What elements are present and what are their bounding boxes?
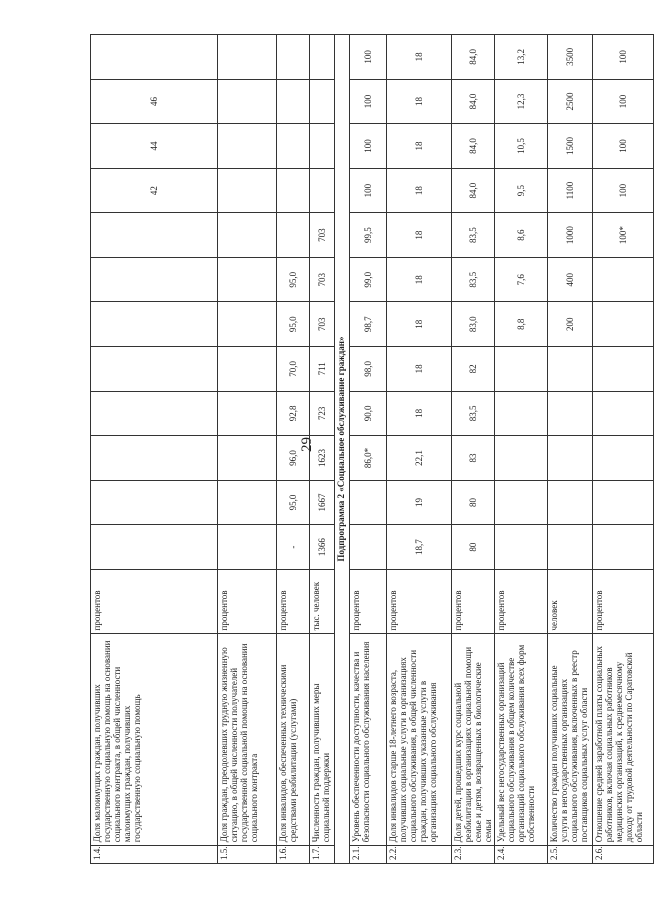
indicator-name: Доля детей, прошедших курс социальной реабилитации в организациях социальной помощи семье и детям, возвращенных в биологические семьи <box>452 634 495 846</box>
value-cell: 8,8 <box>495 302 548 347</box>
value-cell: 18 <box>387 257 452 302</box>
value-cell: 18 <box>387 124 452 169</box>
indicator-name: Доля малоимущих граждан, получивших государственную социальную помощь на основании социального контракта, в общей численности малоимущих граждан, получивших государственную социальную помощь <box>91 634 218 846</box>
row-number: 1.4. <box>91 846 218 864</box>
value-cell: 84,0 <box>452 35 495 80</box>
unit-cell: процентов <box>387 569 452 634</box>
unit-cell: процентов <box>218 569 277 634</box>
value-cell <box>218 525 277 570</box>
value-cell: 44 <box>91 124 218 169</box>
value-cell: 95,0 <box>277 480 310 525</box>
value-cell <box>218 257 277 302</box>
value-cell <box>91 302 218 347</box>
unit-cell: процентов <box>593 569 654 634</box>
value-cell <box>495 347 548 392</box>
value-cell <box>91 391 218 436</box>
value-cell: 86,0* <box>350 436 387 481</box>
value-cell: 98,7 <box>350 302 387 347</box>
value-cell: 7,6 <box>495 257 548 302</box>
value-cell: 22,1 <box>387 436 452 481</box>
value-cell: 98,0 <box>350 347 387 392</box>
row-number: 1.7. <box>310 846 335 864</box>
value-cell <box>218 480 277 525</box>
value-cell: 84,0 <box>452 168 495 213</box>
value-cell <box>593 480 654 525</box>
value-cell <box>91 480 218 525</box>
value-cell <box>495 480 548 525</box>
value-cell: 13,2 <box>495 35 548 80</box>
row-number: 2.5. <box>548 846 593 864</box>
value-cell: 18 <box>387 35 452 80</box>
value-cell: 703 <box>310 213 335 258</box>
value-cell <box>91 436 218 481</box>
subprogram-title: Подпрограмма 2 «Социальное обслуживание граждан» <box>335 35 350 864</box>
value-cell: 100 <box>350 168 387 213</box>
value-cell: 1100 <box>548 168 593 213</box>
indicator-name: Доля инвалидов, обеспеченных техническими средствами реабилитации (услугами) <box>277 634 310 846</box>
value-cell: 18 <box>387 347 452 392</box>
indicators-table <box>90 34 654 864</box>
value-cell: 46 <box>91 79 218 124</box>
value-cell: 1500 <box>548 124 593 169</box>
value-cell <box>277 79 310 124</box>
value-cell <box>548 436 593 481</box>
row-number: 2.2. <box>387 846 452 864</box>
value-cell <box>548 391 593 436</box>
value-cell: 90,0 <box>350 391 387 436</box>
value-cell <box>548 347 593 392</box>
value-cell <box>310 79 335 124</box>
value-cell: 82 <box>452 347 495 392</box>
value-cell: 95,0 <box>277 257 310 302</box>
value-cell: 9,5 <box>495 168 548 213</box>
value-cell: 96,0 <box>277 436 310 481</box>
value-cell: 84,0 <box>452 124 495 169</box>
value-cell <box>548 525 593 570</box>
value-cell: 200 <box>548 302 593 347</box>
value-cell: 99,0 <box>350 257 387 302</box>
unit-cell: процентов <box>350 569 387 634</box>
value-cell <box>593 257 654 302</box>
value-cell <box>310 35 335 80</box>
value-cell <box>277 35 310 80</box>
value-cell <box>593 391 654 436</box>
value-cell: 100 <box>350 124 387 169</box>
value-cell: 80 <box>452 480 495 525</box>
value-cell: 18 <box>387 302 452 347</box>
value-cell <box>495 436 548 481</box>
value-cell: 83,0 <box>452 302 495 347</box>
value-cell <box>495 391 548 436</box>
value-cell: 100 <box>350 79 387 124</box>
value-cell <box>91 35 218 80</box>
row-number: 2.4. <box>495 846 548 864</box>
value-cell: 99,5 <box>350 213 387 258</box>
unit-cell: тыс. человек <box>310 569 335 634</box>
unit-cell: процентов <box>91 569 218 634</box>
indicator-name: Доля инвалидов старше 18-летнего возраста, получивших социальные услуги в организациях социального обслуживания, в общей численности граждан, получивших указанные услуги в организациях социального обслуживания <box>387 634 452 846</box>
value-cell: 1366 <box>310 525 335 570</box>
table-row <box>593 35 654 864</box>
value-cell <box>548 480 593 525</box>
value-cell: 18 <box>387 391 452 436</box>
table-row <box>452 35 495 864</box>
value-cell <box>310 168 335 213</box>
value-cell: - <box>277 525 310 570</box>
value-cell <box>277 124 310 169</box>
table-row <box>91 35 218 864</box>
value-cell: 100* <box>593 213 654 258</box>
value-cell: 95,0 <box>277 302 310 347</box>
value-cell: 100 <box>593 35 654 80</box>
row-number: 2.1. <box>350 846 387 864</box>
value-cell: 18,7 <box>387 525 452 570</box>
value-cell: 1667 <box>310 480 335 525</box>
value-cell <box>218 436 277 481</box>
indicator-name: Численность граждан, получивших меры социальной поддержки <box>310 634 335 846</box>
value-cell: 400 <box>548 257 593 302</box>
rotated-table-container <box>90 34 644 864</box>
value-cell: 100 <box>593 79 654 124</box>
value-cell: 723 <box>310 391 335 436</box>
indicator-name: Уровень обеспеченности доступности, качества и безопасности социального обслуживания населения <box>350 634 387 846</box>
value-cell: 83 <box>452 436 495 481</box>
unit-cell: процентов <box>495 569 548 634</box>
value-cell: 2500 <box>548 79 593 124</box>
value-cell <box>593 525 654 570</box>
indicator-name: Доля граждан, преодолевших трудную жизненную ситуацию, в общей численности получателей государственной социальной помощи на основании социального контракта <box>218 634 277 846</box>
value-cell <box>277 168 310 213</box>
row-number: 1.6. <box>277 846 310 864</box>
table-row <box>387 35 452 864</box>
value-cell: 18 <box>387 79 452 124</box>
value-cell: 100 <box>350 35 387 80</box>
value-cell: 83,5 <box>452 391 495 436</box>
value-cell: 92,8 <box>277 391 310 436</box>
table-row <box>495 35 548 864</box>
value-cell: 1000 <box>548 213 593 258</box>
value-cell <box>218 168 277 213</box>
value-cell: 83,5 <box>452 257 495 302</box>
value-cell: 19 <box>387 480 452 525</box>
value-cell <box>277 213 310 258</box>
value-cell: 10,5 <box>495 124 548 169</box>
value-cell <box>91 347 218 392</box>
value-cell <box>593 302 654 347</box>
value-cell: 703 <box>310 302 335 347</box>
value-cell <box>218 391 277 436</box>
row-number: 2.6. <box>593 846 654 864</box>
value-cell <box>218 35 277 80</box>
value-cell: 8,6 <box>495 213 548 258</box>
value-cell: 80 <box>452 525 495 570</box>
value-cell <box>218 302 277 347</box>
value-cell: 12,3 <box>495 79 548 124</box>
page-number: 29 <box>299 437 315 452</box>
value-cell: 100 <box>593 124 654 169</box>
value-cell: 100 <box>593 168 654 213</box>
indicator-name: Количество граждан получивших социальные услуги в негосударственных организациях социального обслуживания, включенных в реестр поставщиков социальных услуг области <box>548 634 593 846</box>
value-cell <box>91 257 218 302</box>
table-row <box>350 35 387 864</box>
indicator-name: Отношение средней заработной платы социальных работников, включая социальных работников медицинских организаций, к среднемесячному доходу от трудовой деятельности по Саратовской области <box>593 634 654 846</box>
value-cell: 1623 <box>310 436 335 481</box>
value-cell <box>350 480 387 525</box>
row-number: 2.3. <box>452 846 495 864</box>
unit-cell: человек <box>548 569 593 634</box>
value-cell <box>218 347 277 392</box>
table-row <box>277 35 310 864</box>
indicator-name: Удельный вес негосударственных организаций социального обслуживания в общем количестве организаций социального обслуживания всех форм собственности <box>495 634 548 846</box>
value-cell: 711 <box>310 347 335 392</box>
value-cell <box>310 124 335 169</box>
value-cell: 3500 <box>548 35 593 80</box>
value-cell <box>218 124 277 169</box>
value-cell <box>350 525 387 570</box>
value-cell <box>218 213 277 258</box>
row-number: 1.5. <box>218 846 277 864</box>
value-cell: 42 <box>91 168 218 213</box>
value-cell: 84,0 <box>452 79 495 124</box>
table-row <box>310 35 335 864</box>
value-cell: 70,0 <box>277 347 310 392</box>
unit-cell: процентов <box>277 569 310 634</box>
table-row <box>218 35 277 864</box>
value-cell: 18 <box>387 168 452 213</box>
value-cell: 83,5 <box>452 213 495 258</box>
value-cell: 18 <box>387 213 452 258</box>
value-cell <box>495 525 548 570</box>
value-cell <box>593 347 654 392</box>
unit-cell: процентов <box>452 569 495 634</box>
value-cell: 703 <box>310 257 335 302</box>
value-cell <box>593 436 654 481</box>
value-cell <box>91 213 218 258</box>
table-row <box>548 35 593 864</box>
value-cell <box>218 79 277 124</box>
value-cell <box>91 525 218 570</box>
